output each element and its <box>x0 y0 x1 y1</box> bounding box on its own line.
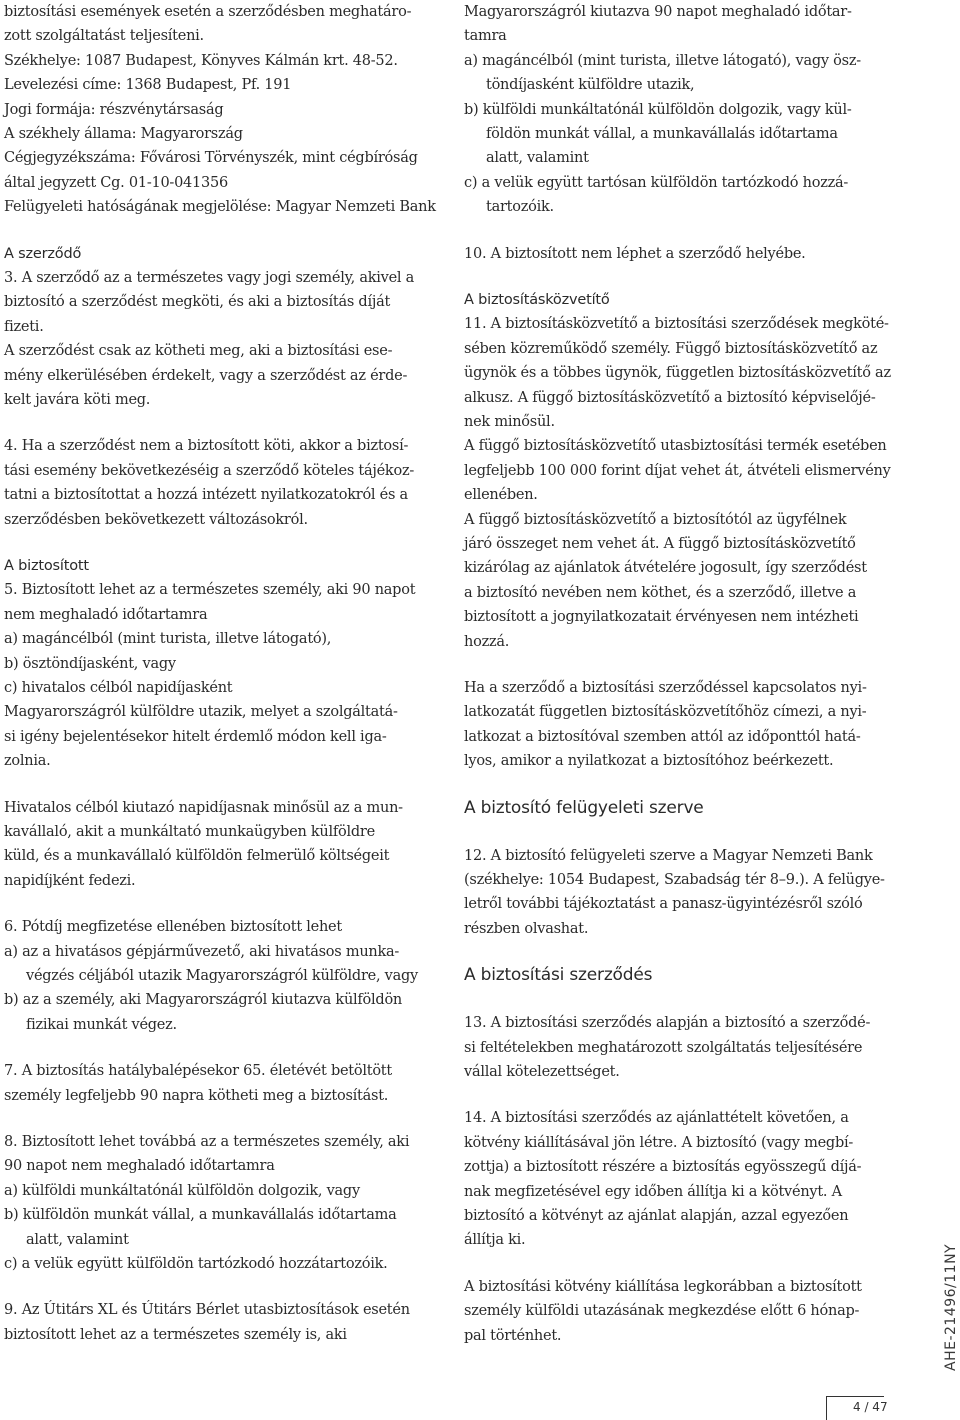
text-line: c) a velük együtt külföldön tartózkodó hozzátartozóik. <box>4 1256 388 1272</box>
text-line: alatt, valamint <box>486 150 589 167</box>
text-line: mény elkerülésében érdekelt, vagy a szerződést az érde- <box>4 367 408 384</box>
text-line: A függő biztosításközvetítő utasbiztosítási termék esetében <box>464 438 887 455</box>
document-code: AHE-21496/11NY <box>943 1243 959 1371</box>
section-heading: A biztosítási szerződés <box>464 965 653 986</box>
text-line: nem meghaladó időtartamra <box>4 606 208 623</box>
text-line: tamra <box>464 28 507 45</box>
text-line: si igény bejelentésekor hitelt érdemlő módon kell iga- <box>4 728 387 745</box>
text-line: A függő biztosításközvetítő a biztosítótól az ügyfélnek <box>464 511 847 528</box>
text-line: Felügyeleti hatóságának megjelölése: Magyar Nemzeti Bank <box>4 199 436 216</box>
text-line: legfeljebb 100 000 forint díjat vehet át, átvételi elismervény <box>464 462 891 479</box>
text-line: töndíjasként külföldre utazik, <box>486 77 695 94</box>
text-line: ellenében. <box>464 487 538 504</box>
text-line: Magyarországról kiutazva 90 napot meghaladó időtar- <box>464 4 852 20</box>
section-heading: A biztosított <box>4 558 89 574</box>
text-line: személy külföldi utazásának megkezdése előtt 6 hónap- <box>464 1303 860 1320</box>
text-line: 3. A szerződő az a természetes vagy jogi személy, akivel a <box>4 270 415 286</box>
text-line: b) ösztöndíjasként, vagy <box>4 655 176 672</box>
text-line: a) az a hivatásos gépjárművezető, aki hivatásos munka- <box>4 943 400 960</box>
text-line: Jogi formája: részvénytársaság <box>4 101 224 118</box>
section-heading: A szerződő <box>4 245 82 262</box>
text-line: alkusz. A függő biztosításközvetítő a biztosító képviselőjé- <box>464 389 876 406</box>
text-line: napidíjként fedezi. <box>4 872 136 889</box>
text-line: biztosított lehet az a természetes személy is, aki <box>4 1326 347 1343</box>
text-line: végzés céljából utazik Magyarországról külföldre, vagy <box>26 968 418 984</box>
section-heading: A biztosító felügyeleti szerve <box>464 797 704 818</box>
text-line: biztosítási események esetén a szerződésben meghatáro- <box>4 4 412 20</box>
text-line: Levelezési címe: 1368 Budapest, Pf. 191 <box>4 77 292 94</box>
text-line: a) külföldi munkáltatónál külföldön dolgozik, vagy <box>4 1182 360 1199</box>
text-line: latkozat a biztosítóval szemben attól az időponttól hatá- <box>464 728 861 745</box>
text-line: Székhelye: 1087 Budapest, Könyves Kálmán krt. 48-52. <box>4 52 398 69</box>
text-line: állítja ki. <box>464 1232 526 1249</box>
text-line: 11. A biztosításközvetítő a biztosítási szerződések megköté- <box>464 316 889 333</box>
text-line: 6. Pótdíj megfizetése ellenében biztosított lehet <box>4 919 342 936</box>
text-line: lyos, amikor a nyilatkozat a biztosítóhoz beérkezett. <box>464 753 834 770</box>
text-line: személy legfeljebb 90 napra kötheti meg a biztosítást. <box>4 1087 389 1104</box>
text-line: 7. A biztosítás hatálybalépésekor 65. életévét betöltött <box>4 1063 392 1080</box>
text-line: 14. A biztosítási szerződés az ajánlattételt követően, a <box>464 1110 849 1127</box>
text-line: biztosító a szerződést megköti, és aki a biztosítás díját <box>4 294 391 311</box>
text-line: nak megfizetésével egy időben állítja ki a kötvényt. A <box>464 1183 842 1200</box>
text-line: c) a velük együtt tartósan külföldön tartózkodó hozzá- <box>464 174 849 191</box>
text-line: kötvény kiállításával jön létre. A biztosító (vagy megbí- <box>464 1134 854 1151</box>
page-number: 4 / 47 <box>853 1400 888 1414</box>
text-line: szerződésben bekövetkezett változásokról. <box>4 511 308 528</box>
text-line: zott szolgáltatást teljesíteni. <box>4 28 204 45</box>
text-line: 13. A biztosítási szerződés alapján a biztosító a szerződé- <box>464 1015 871 1032</box>
text-line: A szerződést csak az kötheti meg, aki a biztosítási ese- <box>4 343 393 360</box>
text-line: kavállaló, akit a munkáltató munkaügyben külföldre <box>4 824 375 840</box>
text-line: 5. Biztosított lehet az a természetes személy, aki 90 napot <box>4 582 416 599</box>
text-line: c) hivatalos célból napidíjasként <box>4 680 233 696</box>
text-line: részben olvashat. <box>464 920 589 937</box>
text-line: zolnia. <box>4 753 51 770</box>
text-line: küld, és a munkavállaló külföldön felmerülő költségeit <box>4 848 390 865</box>
text-line: biztosított a jognyilatkozatait érvényesen nem intézheti <box>464 609 859 626</box>
text-line: sében közreműködő személy. Függő biztosításközvetítő az <box>464 340 878 357</box>
text-line: latkozatát független biztosításközvetítőhöz címezi, a nyi- <box>464 704 867 721</box>
text-line: letről további tájékoztatást a panasz-ügyintézésről szóló <box>464 896 863 913</box>
text-line: fizikai munkát végez. <box>26 1016 177 1033</box>
text-line: által jegyzett Cg. 01-10-041356 <box>4 174 228 191</box>
text-line: Hivatalos célból kiutazó napidíjasnak minősül az a mun- <box>4 799 403 816</box>
text-line: Ha a szerződő a biztosítási szerződéssel kapcsolatos nyi- <box>464 680 867 696</box>
text-line: (székhelye: 1054 Budapest, Szabadság tér 8–9.). A felügye- <box>464 872 885 888</box>
text-line: 4. Ha a szerződést nem a biztosított köti, akkor a biztosí- <box>4 438 409 455</box>
text-line: kizárólag az ajánlatok átvételére jogosult, így szerződést <box>464 560 867 577</box>
text-line: tási esemény bekövetkezéséig a szerződő köteles tájékoz- <box>4 462 414 479</box>
text-line: járó összeget nem vehet át. A függő biztosításközvetítő <box>464 536 856 552</box>
text-line: 12. A biztosító felügyeleti szerve a Magyar Nemzeti Bank <box>464 847 873 864</box>
text-line: biztosító a kötvényt az ajánlat alapján, azzal egyezően <box>464 1208 849 1224</box>
text-line: A székhely állama: Magyarország <box>4 126 243 142</box>
text-line: hozzá. <box>464 633 510 650</box>
text-line: fizeti. <box>4 318 44 335</box>
text-line: b) külföldi munkáltatónál külföldön dolgozik, vagy kül- <box>464 101 852 118</box>
text-line: nek minősül. <box>464 414 555 430</box>
text-line: 9. Az Útitárs XL és Útitárs Bérlet utasbiztosítások esetén <box>4 1302 410 1319</box>
text-line: si feltételekben meghatározott szolgáltatás teljesítésére <box>464 1039 863 1056</box>
text-line: Magyarországról külföldre utazik, melyet a szolgáltatá- <box>4 704 398 721</box>
text-line: 10. A biztosított nem léphet a szerződő helyébe. <box>464 245 806 262</box>
text-line: földön munkát vállal, a munkavállalás időtartama <box>486 126 838 142</box>
text-line: ügynök és a többes ügynök, független biztosításközvetítő az <box>464 365 891 382</box>
text-line: A biztosítási kötvény kiállítása legkorábban a biztosított <box>464 1278 862 1295</box>
text-line: 8. Biztosított lehet továbbá az a természetes személy, aki <box>4 1134 410 1150</box>
text-line: pal történhet. <box>464 1327 562 1344</box>
text-line: vállal kötelezettséget. <box>464 1064 620 1080</box>
text-line: a) magáncélból (mint turista, illetve látogató), <box>4 631 332 648</box>
text-line: tartozóik. <box>486 199 554 216</box>
text-line: 90 napot nem meghaladó időtartamra <box>4 1158 275 1175</box>
text-line: a) magáncélból (mint turista, illetve látogató), vagy ösz- <box>464 52 861 69</box>
text-line: zottja) a biztosított részére a biztosítás egyösszegű díjá- <box>464 1159 862 1176</box>
text-line: a biztosító nevében nem köthet, és a szerződő, illetve a <box>464 584 857 601</box>
text-line: b) az a személy, aki Magyarországról kiutazva külföldön <box>4 992 403 1009</box>
text-line: b) külföldön munkát vállal, a munkavállalás időtartama <box>4 1207 397 1224</box>
section-heading: A biztosításközvetítő <box>464 292 610 308</box>
text-line: alatt, valamint <box>26 1231 129 1248</box>
text-line: kelt javára köti meg. <box>4 392 151 408</box>
text-line: Cégjegyzékszáma: Fővárosi Törvényszék, mint cégbíróság <box>4 150 418 167</box>
text-line: tatni a biztosítottat a hozzá intézett nyilatkozatokról és a <box>4 487 408 504</box>
